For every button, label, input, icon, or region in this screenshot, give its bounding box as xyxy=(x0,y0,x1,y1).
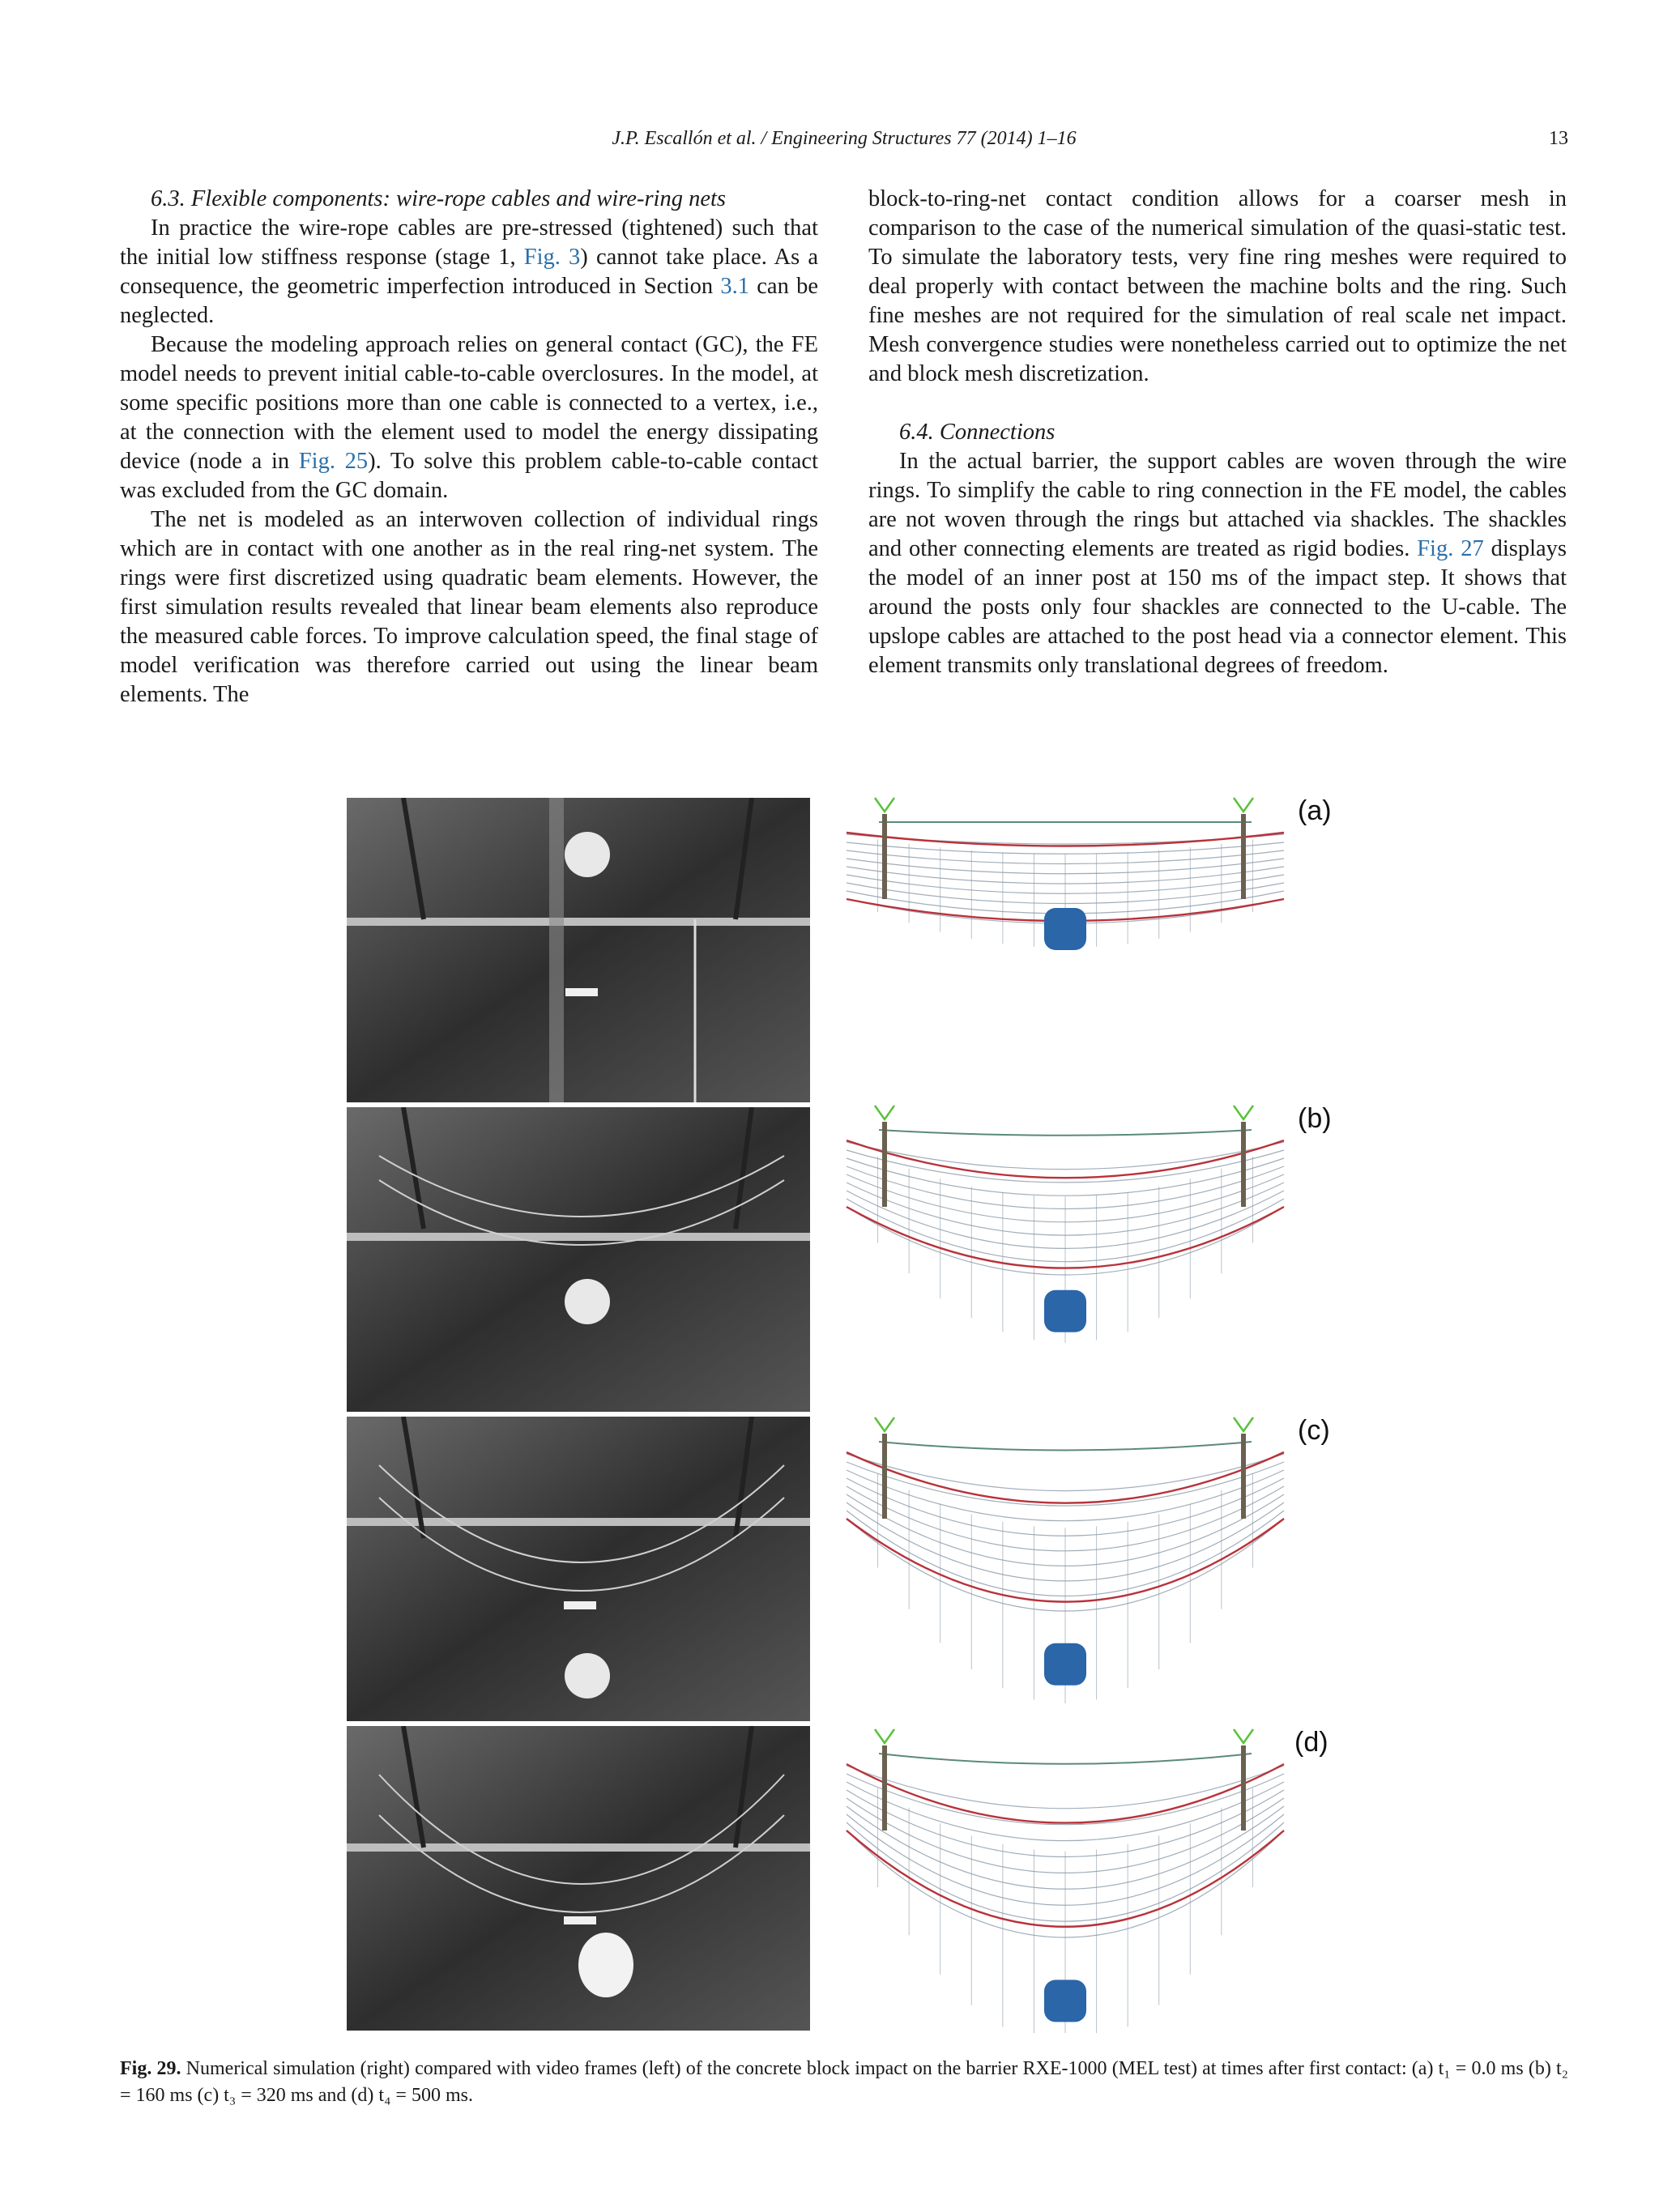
concrete-block xyxy=(1044,908,1086,950)
left-column xyxy=(120,185,818,710)
simulation-panel-b xyxy=(842,1102,1332,1409)
net-mesh-line xyxy=(847,1766,1284,1809)
figure-link[interactable]: Fig. 27 xyxy=(1417,536,1484,561)
cable-red xyxy=(847,1764,1284,1823)
panel-label: (a) xyxy=(1298,795,1332,826)
net-mesh-line xyxy=(847,1790,1284,1857)
net-mesh-line xyxy=(847,1470,1284,1521)
concrete-block xyxy=(1044,1980,1086,2022)
panel-label: (b) xyxy=(1298,1103,1332,1134)
right-column xyxy=(868,185,1567,680)
post-top-marker xyxy=(875,1417,894,1431)
cable-red xyxy=(847,1140,1284,1178)
video-frames xyxy=(347,798,810,2033)
net-mesh-line xyxy=(847,842,1284,854)
cable-red xyxy=(847,1831,1284,1927)
net-mesh-line xyxy=(847,1519,1284,1611)
net-mesh-line xyxy=(847,1486,1284,1551)
post-top-marker xyxy=(1234,1106,1253,1119)
video-frame-b xyxy=(347,1107,810,1412)
net-mesh-line xyxy=(847,1191,1284,1248)
net-mesh-line xyxy=(847,1158,1284,1196)
net-mesh-line xyxy=(847,1174,1284,1222)
running-header xyxy=(120,128,1568,157)
net-mesh-line xyxy=(847,867,1284,884)
figure-link[interactable]: Fig. 25 xyxy=(298,449,369,474)
video-frame-a xyxy=(347,798,810,1102)
net-mesh-line xyxy=(847,850,1284,864)
post-top-marker xyxy=(1234,798,1253,812)
net-mesh-line xyxy=(847,1782,1284,1841)
section-title-6-4: 6.4. Connections xyxy=(899,420,1056,445)
net-mesh-line xyxy=(847,1207,1284,1275)
video-frame-image xyxy=(347,1107,810,1412)
simulation-panel-c xyxy=(842,1413,1328,1721)
post-top-marker xyxy=(875,1106,894,1119)
paragraph: The net is modeled as an interwoven collection of individual rings which are in contact with one another as in the real ring-net system. The rings were first discretized using quadratic beam elements. However, the first simulation results revealed that linear beam elements also reproduce the measured cable forces. To improve calculation speed, the final stage of model verification was therefore carried out using the linear beam elements. The xyxy=(120,507,818,707)
cable-green xyxy=(879,1442,1252,1451)
net-mesh-line xyxy=(847,1814,1284,1905)
caption-label: Fig. 29. xyxy=(120,2058,181,2079)
net-mesh-line xyxy=(847,1183,1284,1235)
section-title-6-3: 6.3. Flexible components: wire-rope cables and wire-ring nets xyxy=(151,186,726,211)
net-mesh-line xyxy=(847,899,1284,923)
net-mesh-line xyxy=(847,1502,1284,1581)
net-mesh-line xyxy=(847,1511,1284,1596)
cable-red xyxy=(847,833,1284,846)
paragraph: In practice the wire-rope cables are pre-stressed (tightened) such that the initial low stiffness response (stage 1, Fig. 3) cannot take place. As a consequence, the geometric imperfection introduced in Section 3.1 can be neglected. xyxy=(120,215,818,328)
net-mesh-line xyxy=(847,1798,1284,1873)
section-link[interactable]: 3.1 xyxy=(720,274,750,299)
simulation-image xyxy=(842,1413,1328,1721)
net-mesh-line xyxy=(847,883,1284,904)
simulation-image xyxy=(842,1102,1328,1409)
net-mesh-line xyxy=(847,1166,1284,1209)
net-mesh-line xyxy=(847,834,1284,844)
video-frame-c xyxy=(347,1417,810,1721)
cable-red xyxy=(847,1207,1284,1268)
net-mesh-line xyxy=(847,1454,1284,1491)
page-number: 13 xyxy=(1549,128,1568,149)
caption-text: Numerical simulation (right) compared with video frames (left) of the concrete block impact on the barrier RXE-1000 (MEL test) at times after first contact: (a) t₁ = 0.0 ms (b) t₂ = 160 ms (c) t₃ = 320 ms and (d) t₄ = 500 ms. xyxy=(120,2058,1569,2106)
cable-green xyxy=(879,1130,1252,1136)
simulation-image xyxy=(842,794,1328,1102)
net-mesh-line xyxy=(847,1478,1284,1536)
paragraph: block-to-ring-net contact condition allows for a coarser mesh in comparison to the case of the numerical simulation of the quasi-static test. To simulate the laboratory tests, very fine ring meshes were required to deal properly with contact between the machine bolts and the ring. Such fine meshes are not required for the simulation of real scale net impact. Mesh convergence studies were nonetheless carried out to optimize the net and block mesh discretization. xyxy=(868,186,1567,386)
net-mesh-line xyxy=(847,1150,1284,1183)
cable-green xyxy=(879,1754,1252,1764)
net-mesh-line xyxy=(847,859,1284,874)
net-mesh-line xyxy=(847,1774,1284,1825)
figure-link[interactable]: Fig. 3 xyxy=(523,245,581,270)
net-mesh-line xyxy=(847,1806,1284,1889)
cable-red xyxy=(847,1519,1284,1602)
simulation-image xyxy=(842,1725,1328,2033)
figure-caption xyxy=(120,2056,1568,2109)
post-top-marker xyxy=(875,798,894,812)
paragraph: Because the modeling approach relies on general contact (GC), the FE model needs to prevent initial cable-to-cable overclosures. In the model, at some specific positions more than one cable is connected to a vertex, i.e., at the connection with the element used to model the energy dissipating device (node a in Fig. 25). To solve this problem cable-to-cable contact was excluded from the GC domain. xyxy=(120,332,818,503)
net-mesh-line xyxy=(847,1494,1284,1566)
panel-label: (d) xyxy=(1294,1727,1328,1758)
net-mesh-line xyxy=(847,891,1284,914)
net-mesh-line xyxy=(847,875,1284,893)
post-top-marker xyxy=(875,1729,894,1743)
post-top-marker xyxy=(1234,1417,1253,1431)
net-mesh-line xyxy=(847,1199,1284,1262)
simulation-panel-a xyxy=(842,794,1332,1102)
panel-label: (c) xyxy=(1298,1415,1330,1446)
net-mesh-line xyxy=(847,1822,1284,1921)
cable-red xyxy=(847,899,1284,921)
video-frame-image xyxy=(347,1726,810,2031)
net-mesh-line xyxy=(847,1831,1284,1937)
concrete-block xyxy=(1044,1643,1086,1686)
video-frame-image xyxy=(347,1417,810,1721)
video-frame-d xyxy=(347,1726,810,2031)
simulation-panel-d xyxy=(842,1725,1328,2033)
net-mesh-line xyxy=(847,1462,1284,1506)
net-mesh-line xyxy=(847,1142,1284,1170)
concrete-block xyxy=(1044,1290,1086,1332)
paragraph: In the actual barrier, the support cables are woven through the wire rings. To simplify the cable to ring connection in the FE model, the cables are not woven through the rings but attached via shackles. The shackles and other connecting elements are treated as rigid bodies. Fig. 27 displays the model of an inner post at 150 ms of the impact step. It shows that around the posts only four shackles are connected to the U-cable. The upslope cables are attached to the post head via a connector element. This element transmits only translational degrees of freedom. xyxy=(868,449,1567,678)
journal-citation: J.P. Escallón et al. / Engineering Structures 77 (2014) 1–16 xyxy=(612,128,1077,149)
video-frame-image xyxy=(347,798,810,1102)
post-top-marker xyxy=(1234,1729,1253,1743)
cable-red xyxy=(847,1452,1284,1503)
